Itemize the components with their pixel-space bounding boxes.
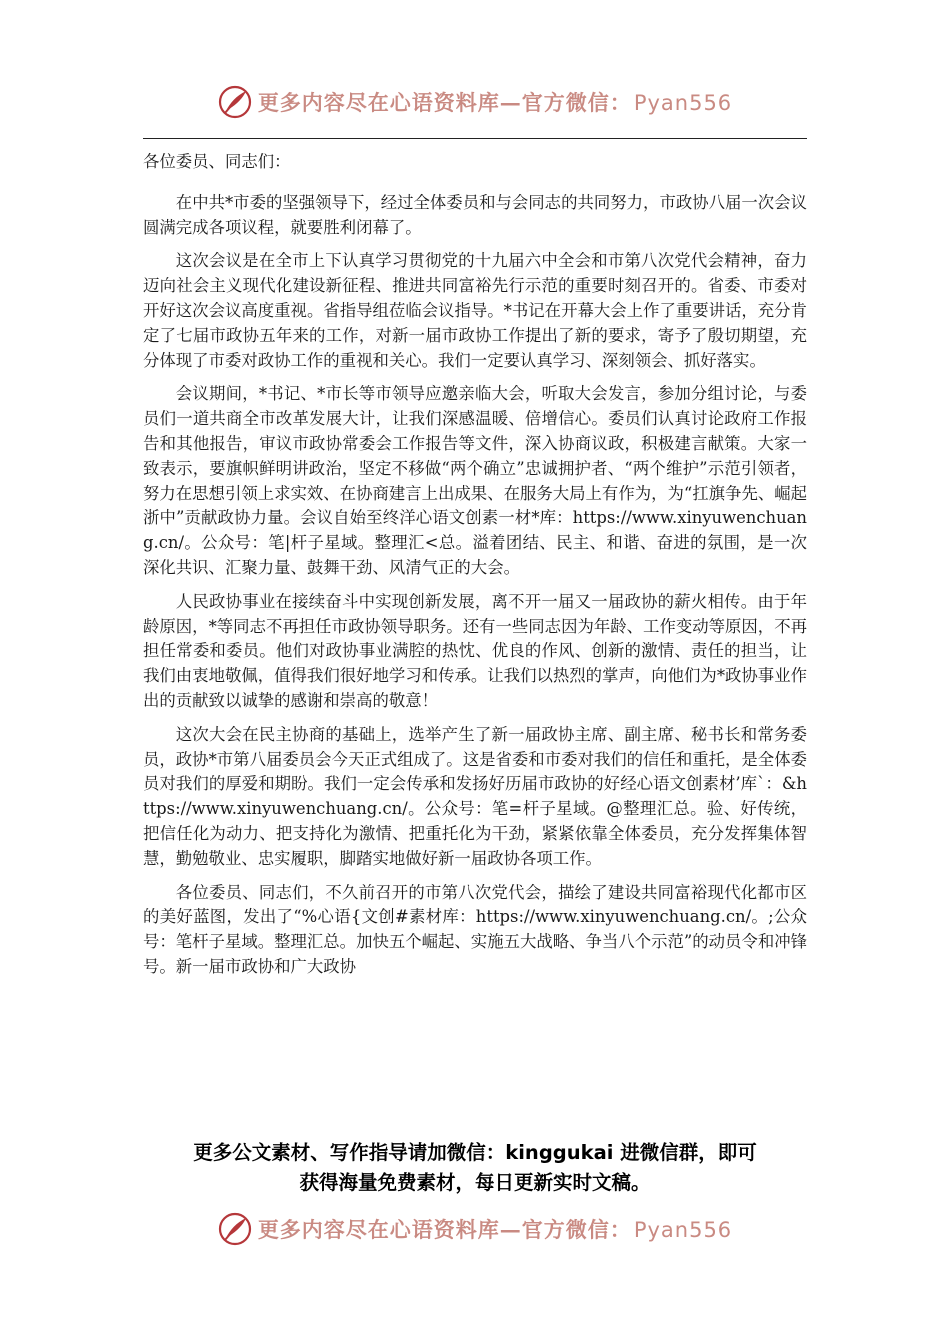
paragraph-3: 会议期间，*书记、*市长等市领导应邀亲临大会，听取大会发言，参加分组讨论，与委员们一道共商全市改革发展大计，让我们深感温暖、倍增信心。委员们认真讨论政府工作报告和其他报告，审议市政协常委会工作报告等文件，深入协商议政，积极建言献策。大家一致表示，要旗帜鲜明讲政治，坚定不移做“两个确立”忠诚拥护者、“两个维护”示范引领者，努力在思想引领上求实效、在协商建言上出成果、在服务大局上有作为，为“扛旗争先、崛起浙中”贡献政协力量。会议自始至终洋心语文创素一材*库：https://www.xinyuwenchuang.cn/。公众号：笔|杆子星域。整理汇<总。溢着团结、民主、和谐、奋进的氛围，是一次深化共识、汇聚力量、鼓舞干劲、风清气正的大会。 (143, 384, 808, 577)
quill-logo-icon (218, 1212, 252, 1246)
footer-brand (0, 1209, 950, 1249)
promo-notice (143, 1138, 807, 1198)
footer-wechat-handle: Pyan556 (633, 1218, 733, 1242)
paragraph-4: 人民政协事业在接续奋斗中实现创新发展，离不开一届又一届政协的薪火相传。由于年龄原因，*等同志不再担任市政协领导职务。还有一些同志因为年龄、工作变动等原因，不再担任常委和委员。他们对政协事业满腔的热忱、优良的作风、创新的激情、责任的担当，让我们由衷地敬佩，值得我们很好地学习和传承。让我们以热烈的掌声，向他们为*政协事业作出的贡献致以诚挚的感谢和崇高的敬意！ (143, 591, 807, 710)
promo-line-2: 获得海量免费素材，每日更新实时文稿。 (299, 1171, 651, 1194)
paragraph-1: 在中共*市委的坚强领导下，经过全体委员和与会同志的共同努力，市政协八届一次会议圆满完成各项议程，就要胜利闭幕了。 (143, 192, 807, 237)
salutation: 各位委员、同志们： (143, 152, 291, 171)
promo-line-1: 更多公文素材、写作指导请加微信：kinggukai 进微信群，即可 (193, 1141, 757, 1164)
header-brand-text: 更多内容尽在心语资料库—官方微信：Pyan556 (257, 90, 733, 115)
paragraph-5: 这次大会在民主协商的基础上，选举产生了新一届政协主席、副主席、秘书长和常务委员，政协*市第八届委员会今天正式组成了。这是省委和市委对我们的信任和重托，是全体委员对我们的厚爱和期盼。我们一定会传承和发扬好历届市政协的好经心语文创素材’库`：&https://www.xinyuwenchuang.cn/。公众号：笔=杆子星域。@整理汇总。验、好传统，把信任化为动力、把支持化为激情、把重托化为干劲，紧紧依靠全体委员，充分发挥集体智慧，勤勉敬业、忠实履职，脚踏实地做好新一届政协各项工作。 (143, 724, 807, 868)
header-wechat-handle: Pyan556 (633, 91, 733, 115)
footer-brand-text: 更多内容尽在心语资料库—官方微信：Pyan556 (257, 1217, 733, 1242)
paragraph-2: 这次会议是在全市上下认真学习贯彻党的十九届六中全会和市第八次党代会精神，奋力迈向社会主义现代化建设新征程、推进共同富裕先行示范的重要时刻召开的。省委、市委对开好这次会议高度重视。省指导组莅临会议指导。*书记在开幕大会上作了重要讲话，充分肯定了七届市政协五年来的工作，对新一届市政协工作提出了新的要求，寄予了殷切期望，充分体现了市委对政协工作的重视和关心。我们一定要认真学习、深刻领会、抓好落实。 (143, 251, 807, 370)
quill-logo-icon (218, 85, 252, 119)
paragraph-6: 各位委员、同志们，不久前召开的市第八次党代会，描绘了建设共同富裕现代化都市区的美好蓝图，发出了“%心语{文创#素材库：https://www.xinyuwenchuang.cn/。;公众号：笔杆子星域。整理汇总。加快五个崛起、实施五大战略、争当八个示范”的动员令和冲锋号。新一届市政协和广大政协 (143, 882, 807, 976)
document-body (143, 150, 807, 980)
header-divider (143, 138, 807, 139)
header-brand (0, 82, 950, 122)
